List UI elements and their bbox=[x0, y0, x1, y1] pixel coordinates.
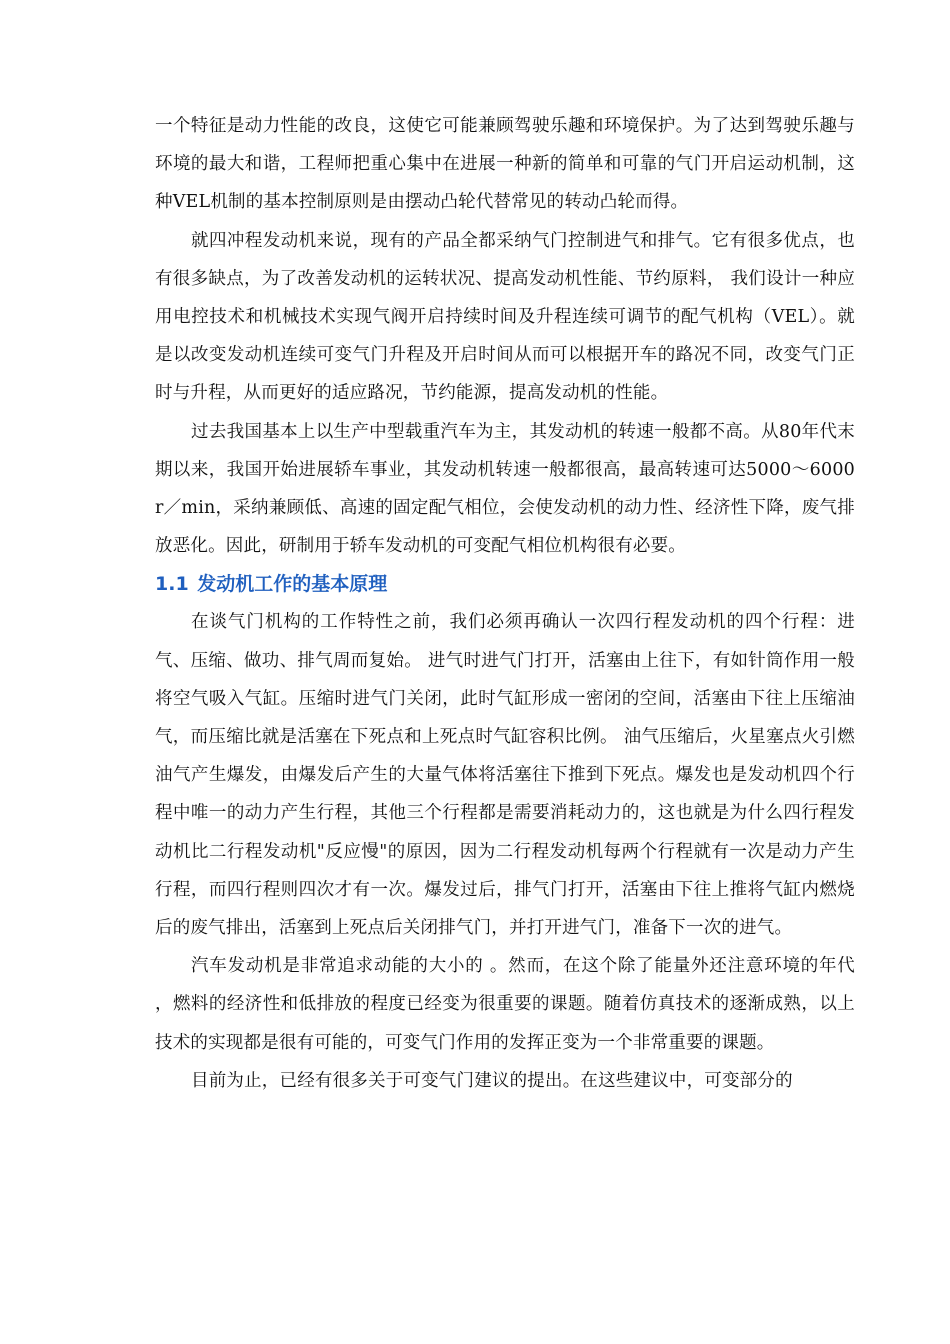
paragraph-6: 目前为止，已经有很多关于可变气门建议的提出。在这些建议中，可变部分的 bbox=[191, 1070, 793, 1091]
section-title: 发动机工作的基本原理 bbox=[197, 573, 388, 596]
paragraph-5: 汽车发动机是非常追求动能的大小的 。然而，在这个除了能量外还注意环境的年代 ，燃料的经济性和低排放的程度已经变为很重要的课题。随着仿真技术的逐渐成熟，以上技术的实现都是很有可能的，可变气门作用的发挥正变为一个非常重要的课题。 bbox=[155, 956, 855, 1053]
paragraph-3: 过去我国基本上以生产中型载重汽车为主，其发动机的转速一般都不高。从80年代末期以来，我国开始进展轿车事业，其发动机转速一般都很高，最高转速可达5000～6000 r／min，采纳兼顾低、高速的固定配气相位，会使发动机的动力性、经济性下降，废气排放恶化。因此，研制用于轿车发动机的可变配气相位机构很有必要。 bbox=[155, 421, 855, 557]
paragraph-2: 就四冲程发动机来说，现有的产品全都采纳气门控制进气和排气。它有很多优点，也有很多缺点，为了改善发动机的运转状况、提高发动机性能、节约原料， 我们设计一种应用电控技术和机械技术实现气阀开启持续时间及升程连续可调节的配气机构（VEL）。就是以改变发动机连续可变气门升程及开启时间从而可以根据开车的路况不同，改变气门正时与升程，从而更好的适应路况，节约能源，提高发动机的性能。 bbox=[155, 230, 855, 404]
section-number: 1.1 bbox=[155, 573, 189, 596]
document-page bbox=[155, 107, 855, 1100]
paragraph-4: 在谈气门机构的工作特性之前，我们必须再确认一次四行程发动机的四个行程：进气、压缩、做功、排气周而复始。 进气时进气门打开，活塞由上往下，有如针筒作用一般将空气吸入气缸。压缩时进气门关闭，此时气缸形成一密闭的空间，活塞由下往上压缩油气，而压缩比就是活塞在下死点和上死点时气缸容积比例。 油气压缩后，火星塞点火引燃油气产生爆发，由爆发后产生的大量气体将活塞往下推到下死点。爆发也是发动机四个行程中唯一的动力产生行程，其他三个行程都是需要消耗动力的，这也就是为什么四行程发动机比二行程发动机"反应慢"的原因，因为二行程发动机每两个行程就有一次是动力产生行程，而四行程则四次才有一次。爆发过后，排气门打开，活塞由下往上推将气缸内燃烧后的废气排出，活塞到上死点后关闭排气门，并打开进气门，准备下一次的进气。 bbox=[155, 612, 855, 939]
section-heading bbox=[155, 565, 855, 603]
paragraph-1: 一个特征是动力性能的改良，这使它可能兼顾驾驶乐趣和环境保护。为了达到驾驶乐趣与环境的最大和谐，工程师把重心集中在进展一种新的简单和可靠的气门开启运动机制，这种VEL机制的基本控制原则是由摆动凸轮代替常见的转动凸轮而得。 bbox=[155, 116, 855, 213]
